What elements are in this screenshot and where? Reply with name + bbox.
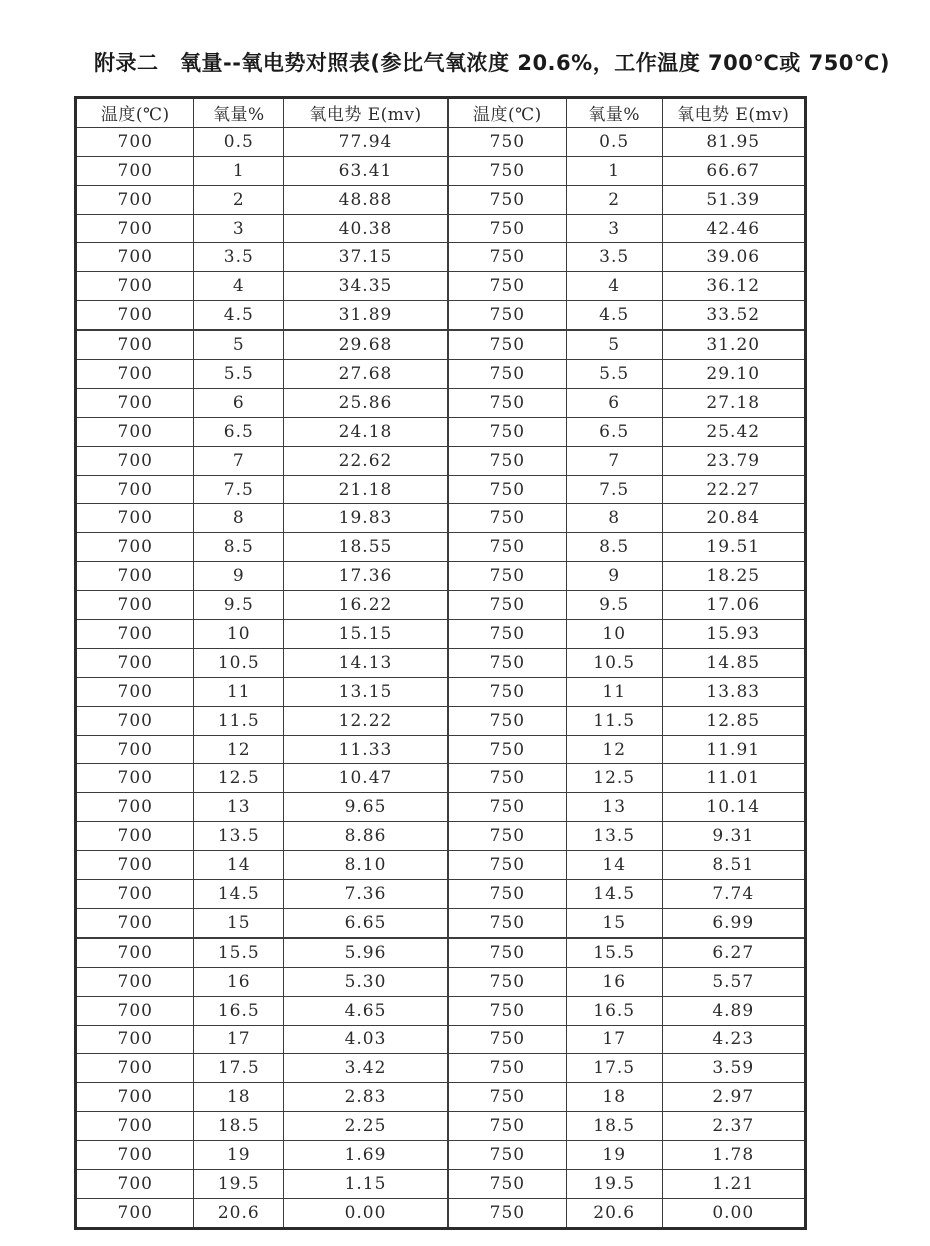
table-cell: 750 [448,243,566,272]
table-cell: 750 [448,1141,566,1170]
table-cell: 750 [448,127,566,156]
table-cell: 700 [76,938,194,967]
table-cell: 700 [76,156,194,185]
table-body [76,127,806,1228]
table-row [76,214,806,243]
table-cell: 700 [76,880,194,909]
table-cell: 9.31 [662,822,805,851]
table-cell: 750 [448,1198,566,1228]
table-row [76,185,806,214]
page-title: 附录二 氧量--氧电势对照表(参比气氧浓度 20.6%，工作温度 700℃或 750℃) [94,51,890,75]
table-cell: 15 [566,908,662,937]
table-cell: 39.06 [662,243,805,272]
table-cell: 750 [448,648,566,677]
table-cell: 22.62 [284,446,448,475]
table-cell: 11.33 [284,735,448,764]
table-cell: 6 [194,388,284,417]
header-cell: 温度(℃) [448,98,566,128]
table-cell: 700 [76,822,194,851]
table-cell: 750 [448,706,566,735]
table-cell: 750 [448,360,566,389]
table-cell: 7.36 [284,880,448,909]
table-cell: 5.5 [194,360,284,389]
table-cell: 11.5 [566,706,662,735]
table-cell: 3.59 [662,1054,805,1083]
table-cell: 63.41 [284,156,448,185]
table-cell: 18.55 [284,533,448,562]
table-cell: 0.00 [662,1198,805,1228]
table-cell: 1.21 [662,1169,805,1198]
table-cell: 18.5 [194,1112,284,1141]
table-cell: 17.5 [566,1054,662,1083]
table-cell: 700 [76,417,194,446]
table-cell: 5.96 [284,938,448,967]
table-cell: 16.5 [194,996,284,1025]
table-row [76,1141,806,1170]
table-cell: 750 [448,562,566,591]
table-cell: 750 [448,417,566,446]
table-cell: 700 [76,1141,194,1170]
table-cell: 750 [448,735,566,764]
table-cell: 750 [448,1025,566,1054]
table-cell: 13.5 [566,822,662,851]
table-row [76,475,806,504]
table-cell: 9.65 [284,793,448,822]
table-cell: 17.5 [194,1054,284,1083]
table-cell: 22.27 [662,475,805,504]
table-cell: 750 [448,388,566,417]
table-cell: 29.68 [284,330,448,359]
table-row [76,591,806,620]
table-cell: 16 [566,967,662,996]
table-cell: 750 [448,475,566,504]
table-head [76,98,806,128]
table-cell: 13.5 [194,822,284,851]
table-cell: 750 [448,301,566,330]
table-cell: 750 [448,620,566,649]
table-cell: 700 [76,706,194,735]
table-cell: 24.18 [284,417,448,446]
table-cell: 7.5 [566,475,662,504]
table-cell: 750 [448,996,566,1025]
table-cell: 7 [566,446,662,475]
table-cell: 9 [194,562,284,591]
table-cell: 2 [566,185,662,214]
table-cell: 23.79 [662,446,805,475]
table-cell: 750 [448,938,566,967]
table-cell: 20.84 [662,504,805,533]
table-row [76,1112,806,1141]
table-cell: 4 [194,272,284,301]
table-cell: 19.51 [662,533,805,562]
table-cell: 11.91 [662,735,805,764]
table-cell: 6.5 [194,417,284,446]
table-row [76,996,806,1025]
table-cell: 17 [194,1025,284,1054]
table-cell: 13 [194,793,284,822]
table-cell: 6.27 [662,938,805,967]
table-cell: 11.5 [194,706,284,735]
table-cell: 7 [194,446,284,475]
table-cell: 19.5 [194,1169,284,1198]
table-cell: 4.5 [566,301,662,330]
table-cell: 750 [448,1112,566,1141]
table-cell: 10 [194,620,284,649]
table-row [76,243,806,272]
table-cell: 5 [194,330,284,359]
table-cell: 15 [194,908,284,937]
table-cell: 4.5 [194,301,284,330]
table-cell: 4 [566,272,662,301]
table-cell: 18.25 [662,562,805,591]
table-cell: 6 [566,388,662,417]
table-cell: 700 [76,185,194,214]
table-cell: 700 [76,967,194,996]
table-cell: 1 [194,156,284,185]
table-row [76,967,806,996]
table-cell: 700 [76,996,194,1025]
table-cell: 1.78 [662,1141,805,1170]
table-cell: 11 [194,677,284,706]
table-cell: 6.5 [566,417,662,446]
table-cell: 750 [448,967,566,996]
table-row [76,880,806,909]
table-row [76,648,806,677]
table-cell: 750 [448,822,566,851]
table-row [76,1025,806,1054]
table-cell: 33.52 [662,301,805,330]
table-cell: 5.57 [662,967,805,996]
header-cell: 氧电势 E(mv) [662,98,805,128]
table-cell: 750 [448,793,566,822]
header-cell: 氧量% [194,98,284,128]
table-cell: 7.5 [194,475,284,504]
table-cell: 700 [76,562,194,591]
table-cell: 750 [448,330,566,359]
table-cell: 3.5 [566,243,662,272]
table-cell: 14.85 [662,648,805,677]
table-cell: 16 [194,967,284,996]
table-cell: 700 [76,214,194,243]
table-cell: 8.5 [566,533,662,562]
table-cell: 12.5 [194,764,284,793]
table-cell: 700 [76,475,194,504]
table-cell: 14 [566,851,662,880]
table-cell: 700 [76,388,194,417]
table-cell: 750 [448,880,566,909]
table-cell: 40.38 [284,214,448,243]
table-cell: 3.5 [194,243,284,272]
table-cell: 3 [194,214,284,243]
table-cell: 700 [76,127,194,156]
table-cell: 21.18 [284,475,448,504]
table-cell: 9.5 [194,591,284,620]
table-cell: 19.5 [566,1169,662,1198]
table-cell: 2 [194,185,284,214]
table-row [76,1083,806,1112]
table-cell: 750 [448,533,566,562]
table-row [76,706,806,735]
table-cell: 700 [76,735,194,764]
table-cell: 750 [448,1054,566,1083]
table-cell: 14.13 [284,648,448,677]
table-cell: 17 [566,1025,662,1054]
table-cell: 6.99 [662,908,805,937]
table-header-row [76,98,806,128]
table-cell: 16.5 [566,996,662,1025]
table-cell: 25.42 [662,417,805,446]
table-cell: 4.65 [284,996,448,1025]
table-cell: 14.5 [194,880,284,909]
table-cell: 77.94 [284,127,448,156]
table-row [76,562,806,591]
table-row [76,446,806,475]
table-cell: 17.36 [284,562,448,591]
table-cell: 700 [76,446,194,475]
table-cell: 12.22 [284,706,448,735]
table-cell: 750 [448,851,566,880]
table-cell: 10.5 [566,648,662,677]
table-cell: 700 [76,1112,194,1141]
table-cell: 700 [76,793,194,822]
table-cell: 8.5 [194,533,284,562]
table-cell: 9.5 [566,591,662,620]
header-cell: 氧量% [566,98,662,128]
table-cell: 700 [76,591,194,620]
table-cell: 10.5 [194,648,284,677]
table-cell: 700 [76,504,194,533]
oxygen-potential-table [74,96,807,1230]
table-cell: 5.30 [284,967,448,996]
table-cell: 750 [448,272,566,301]
table-row [76,620,806,649]
table-cell: 11 [566,677,662,706]
table-cell: 0.5 [194,127,284,156]
table-row [76,127,806,156]
table-cell: 6.65 [284,908,448,937]
table-cell: 13.83 [662,677,805,706]
table-cell: 0.00 [284,1198,448,1228]
table-cell: 19 [194,1141,284,1170]
table-cell: 1.69 [284,1141,448,1170]
table-cell: 4.03 [284,1025,448,1054]
table-cell: 700 [76,533,194,562]
table-row [76,677,806,706]
table-cell: 700 [76,908,194,937]
table-cell: 700 [76,648,194,677]
table-cell: 8.10 [284,851,448,880]
table-cell: 19.83 [284,504,448,533]
table-cell: 10.14 [662,793,805,822]
table-row [76,360,806,389]
table-row [76,822,806,851]
table-cell: 12.85 [662,706,805,735]
table-cell: 750 [448,214,566,243]
table-cell: 15.93 [662,620,805,649]
table-cell: 700 [76,851,194,880]
table-row [76,504,806,533]
table-row [76,793,806,822]
table-cell: 750 [448,591,566,620]
table-cell: 8 [566,504,662,533]
table-cell: 2.83 [284,1083,448,1112]
table-row [76,1169,806,1198]
table-row [76,1054,806,1083]
table-cell: 750 [448,156,566,185]
table-cell: 3.42 [284,1054,448,1083]
table-cell: 700 [76,764,194,793]
table-cell: 27.18 [662,388,805,417]
table-cell: 13 [566,793,662,822]
table-cell: 25.86 [284,388,448,417]
table-cell: 51.39 [662,185,805,214]
table-cell: 27.68 [284,360,448,389]
table-cell: 20.6 [194,1198,284,1228]
table-cell: 700 [76,1198,194,1228]
table-cell: 15.15 [284,620,448,649]
table-cell: 48.88 [284,185,448,214]
table-cell: 700 [76,1083,194,1112]
table-row [76,938,806,967]
table-cell: 700 [76,272,194,301]
table-cell: 4.23 [662,1025,805,1054]
table-cell: 750 [448,908,566,937]
table-cell: 9 [566,562,662,591]
table-cell: 750 [448,185,566,214]
table-cell: 750 [448,1083,566,1112]
table-cell: 10 [566,620,662,649]
table-cell: 12.5 [566,764,662,793]
table-cell: 14.5 [566,880,662,909]
table-cell: 750 [448,1169,566,1198]
table-row [76,272,806,301]
table-cell: 8.86 [284,822,448,851]
table-row [76,1198,806,1228]
table-cell: 31.20 [662,330,805,359]
table-cell: 20.6 [566,1198,662,1228]
table-cell: 0.5 [566,127,662,156]
table-cell: 750 [448,446,566,475]
table-cell: 700 [76,1025,194,1054]
header-cell: 温度(℃) [76,98,194,128]
table-cell: 66.67 [662,156,805,185]
table-cell: 12 [566,735,662,764]
table-cell: 16.22 [284,591,448,620]
table-cell: 13.15 [284,677,448,706]
table-row [76,330,806,359]
table-cell: 17.06 [662,591,805,620]
table-cell: 750 [448,504,566,533]
table-cell: 4.89 [662,996,805,1025]
table-row [76,764,806,793]
table-cell: 750 [448,764,566,793]
table-cell: 2.25 [284,1112,448,1141]
table-cell: 36.12 [662,272,805,301]
table-cell: 1 [566,156,662,185]
table-cell: 700 [76,1169,194,1198]
table-cell: 42.46 [662,214,805,243]
table-cell: 31.89 [284,301,448,330]
table-cell: 34.35 [284,272,448,301]
header-cell: 氧电势 E(mv) [284,98,448,128]
table-cell: 12 [194,735,284,764]
table-cell: 2.37 [662,1112,805,1141]
table-row [76,735,806,764]
table-row [76,908,806,937]
table-cell: 700 [76,1054,194,1083]
table-cell: 37.15 [284,243,448,272]
table-cell: 700 [76,330,194,359]
table-row [76,388,806,417]
table-cell: 1.15 [284,1169,448,1198]
table-cell: 8 [194,504,284,533]
table-row [76,417,806,446]
table-row [76,301,806,330]
table-cell: 700 [76,620,194,649]
table-cell: 19 [566,1141,662,1170]
table-cell: 700 [76,301,194,330]
table-cell: 3 [566,214,662,243]
table-cell: 15.5 [566,938,662,967]
table-cell: 11.01 [662,764,805,793]
table-cell: 8.51 [662,851,805,880]
table-cell: 700 [76,360,194,389]
table-cell: 5 [566,330,662,359]
table-cell: 29.10 [662,360,805,389]
table-cell: 10.47 [284,764,448,793]
table-cell: 700 [76,243,194,272]
table-cell: 18.5 [566,1112,662,1141]
table-row [76,851,806,880]
table-row [76,533,806,562]
table-cell: 15.5 [194,938,284,967]
table-cell: 700 [76,677,194,706]
table-cell: 18 [194,1083,284,1112]
table-cell: 14 [194,851,284,880]
table-row [76,156,806,185]
table-cell: 2.97 [662,1083,805,1112]
table-cell: 7.74 [662,880,805,909]
table-cell: 18 [566,1083,662,1112]
table-cell: 5.5 [566,360,662,389]
table-cell: 750 [448,677,566,706]
table-cell: 81.95 [662,127,805,156]
